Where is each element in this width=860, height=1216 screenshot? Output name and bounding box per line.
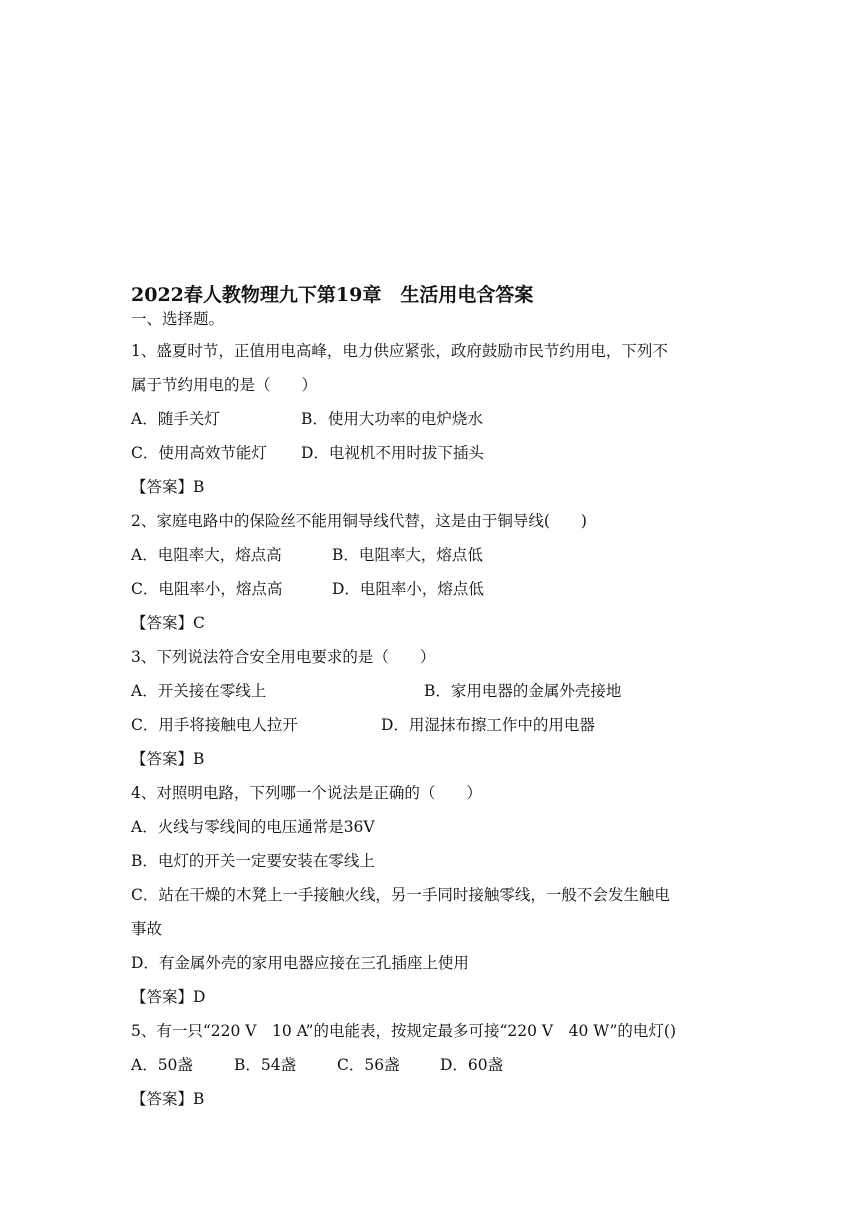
question-stem: 2、家庭电路中的保险丝不能用铜导线代替，这是由于铜导线( ) [131,512,587,530]
answer-label: 【答案】B [131,478,205,496]
option-d: D．电视机不用时拔下插头 [301,444,484,462]
question-stem: 属于节约用电的是（ ） [131,376,318,394]
answer-label: 【答案】B [131,750,205,768]
question-2 [131,509,751,635]
option-b: B．使用大功率的电炉烧水 [301,410,483,428]
option-d: D．用湿抹布擦工作中的用电器 [381,716,595,734]
option-row [131,679,751,703]
option-b: B．家用电器的金属外壳接地 [424,682,622,700]
option-d: D．60盏 [440,1056,504,1074]
option-c: C．电阻率小，熔点高 [131,580,283,598]
option-row [131,1053,751,1077]
option-b: B．54盏 [234,1056,297,1074]
option-a: A．电阻率大，熔点高 [131,546,282,564]
option-d: D．电阻率小，熔点低 [332,580,484,598]
question-5 [131,1019,751,1111]
option-a: A．50盏 [131,1056,193,1074]
question-4 [131,781,751,1009]
document-title: 2022春人教物理九下第19章 生活用电含答案 [131,284,534,306]
option-c: C．站在干燥的木凳上一手接触火线，另一手同时接触零线，一般不会发生触电 [131,886,670,904]
answer-label: 【答案】D [131,988,206,1006]
question-stem: 5、有一只“220 V 10 A”的电能表，按规定最多可接“220 V 40 W”的电灯() [131,1022,676,1040]
option-c-continued: 事故 [131,920,163,938]
option-row [131,407,751,431]
answer-label: 【答案】B [131,1090,205,1108]
option-d: D．有金属外壳的家用电器应接在三孔插座上使用 [131,954,469,972]
option-row [131,441,751,465]
question-stem: 4、对照明电路，下列哪一个说法是正确的（ ） [131,784,482,802]
option-row [131,577,751,601]
document-body [131,283,751,1121]
section-heading: 一、选择题。 [131,310,225,328]
option-b: B．电阻率大，熔点低 [332,546,483,564]
option-b: B．电灯的开关一定要安装在零线上 [131,852,375,870]
question-3 [131,645,751,771]
option-a: A．随手关灯 [131,410,220,428]
answer-label: 【答案】C [131,614,205,632]
question-1 [131,339,751,499]
option-c: C．56盏 [337,1056,400,1074]
option-c: C．使用高效节能灯 [131,444,267,462]
option-a: A．开关接在零线上 [131,682,267,700]
question-stem: 1、盛夏时节，正值用电高峰，电力供应紧张，政府鼓励市民节约用电，下列不 [131,342,668,360]
question-stem: 3、下列说法符合安全用电要求的是（ ） [131,648,436,666]
option-c: C．用手将接触电人拉开 [131,716,298,734]
option-a: A．火线与零线间的电压通常是36V [131,818,375,836]
option-row [131,713,751,737]
option-row [131,543,751,567]
